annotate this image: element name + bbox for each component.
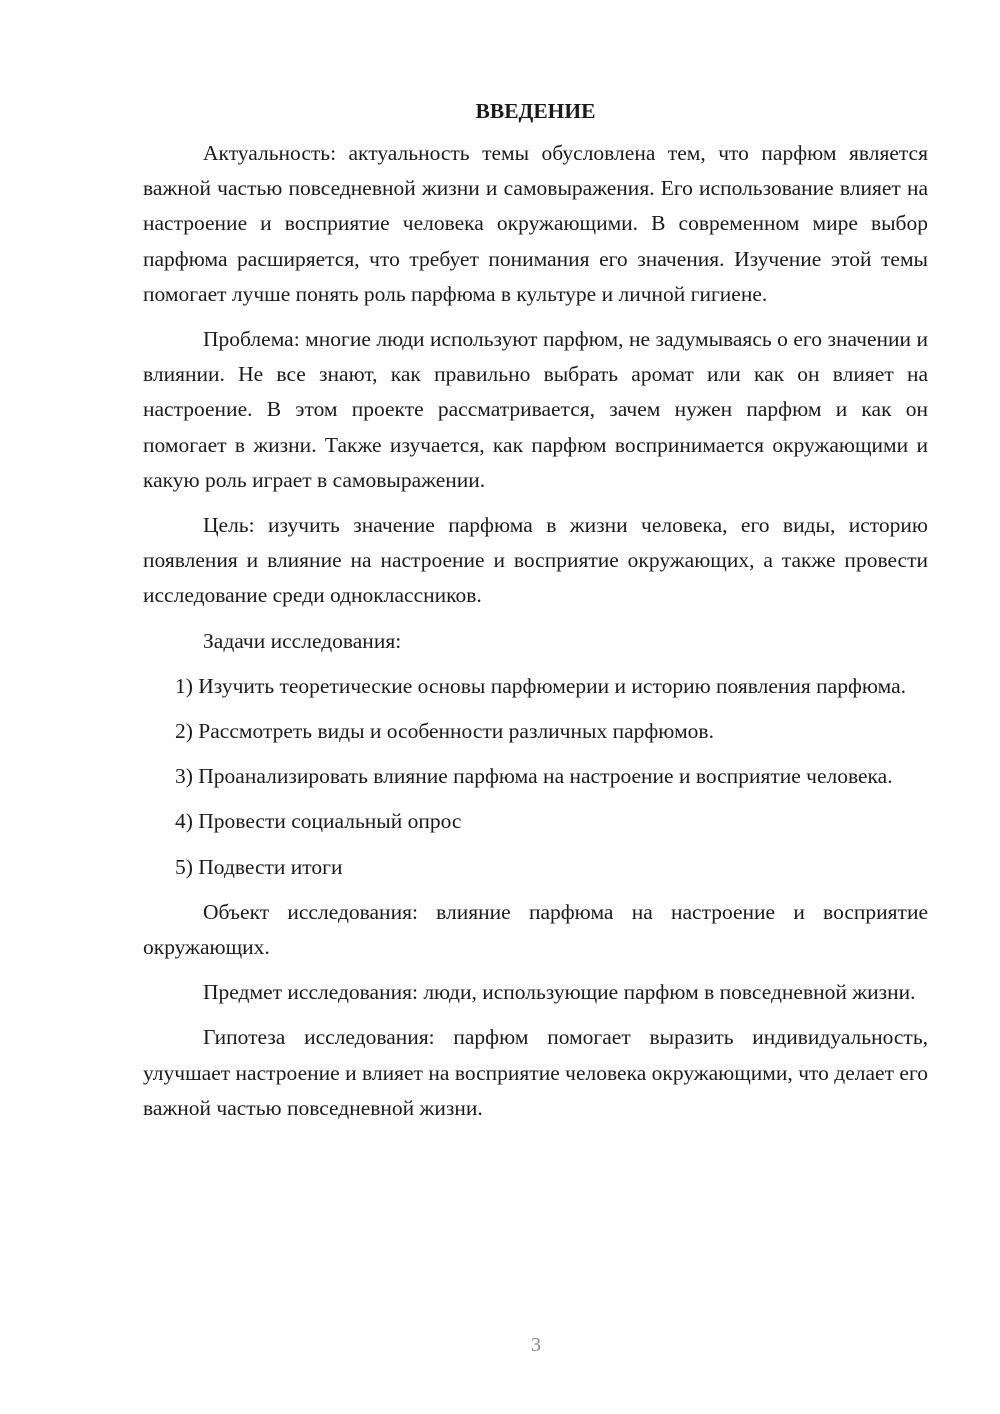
- list-item: 5) Подвести итоги: [175, 854, 343, 879]
- page-number: 3: [531, 1334, 541, 1356]
- list-item: 2) Рассмотреть виды и особенности различных парфюмов.: [175, 719, 714, 744]
- page-title: ВВЕДЕНИЕ: [475, 99, 596, 123]
- paragraph-relevance: Актуальность: актуальность темы обусловлена тем, что парфюм является важной частью повседневной жизни и самовыражения. Его использование влияет на настроение и восприятие человека окружающими. В современном мире выбор парфюма расширяется, что требует понимания его значения. Изучение этой темы помогает лучше понять роль парфюма в культуре и личной гигиене.: [143, 141, 928, 306]
- list-item: 4) Провести социальный опрос: [175, 809, 462, 834]
- paragraph-object: Объект исследования: влияние парфюма на настроение и восприятие окружающих.: [143, 899, 928, 960]
- list-item: 3) Проанализировать влияние парфюма на настроение и восприятие человека.: [175, 764, 893, 789]
- paragraph-problem: Проблема: многие люди используют парфюм, не задумываясь о его значении и влиянии. Не все знают, как правильно выбрать аромат или как он влияет на настроение. В этом проекте рассматривается, зачем нужен парфюм и как он помогает в жизни. Также изучается, как парфюм воспринимается окружающими и какую роль играет в самовыражении.: [143, 327, 928, 492]
- page-content: [143, 96, 928, 1136]
- list-item: 1) Изучить теоретические основы парфюмерии и историю появления парфюма.: [175, 673, 907, 698]
- paragraph-goal: Цель: изучить значение парфюма в жизни человека, его виды, историю появления и влияние на настроение и восприятие окружающих, а также провести исследование среди одноклассников.: [143, 513, 928, 608]
- paragraph-subject: Предмет исследования: люди, использующие парфюм в повседневной жизни.: [203, 980, 916, 1005]
- tasks-heading: Задачи исследования:: [203, 628, 402, 653]
- paragraph-hypothesis: Гипотеза исследования: парфюм помогает выразить индивидуальность, улучшает настроение и влияет на восприятие человека окружающими, что делает его важной частью повседневной жизни.: [143, 1025, 928, 1120]
